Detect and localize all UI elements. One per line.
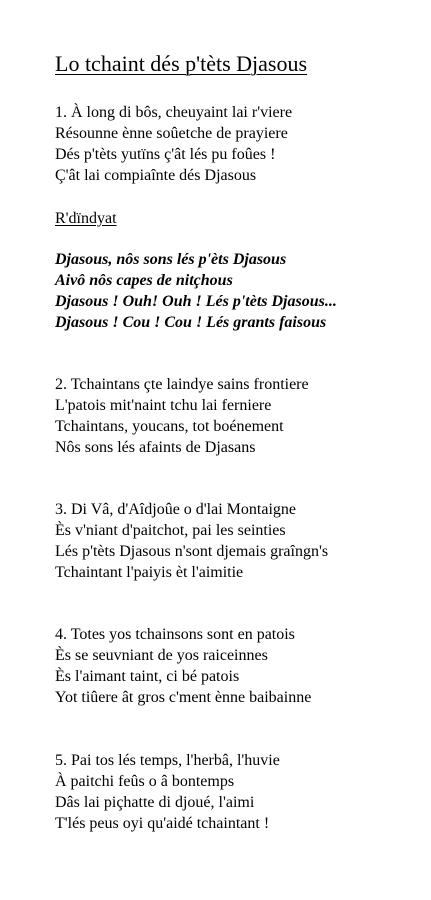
verse-4: [55, 624, 311, 708]
verse-line: 5. Pai tos lés temps, l'herbâ, l'huvie: [55, 752, 280, 769]
verse-line: 4. Totes yos tchainsons sont en patois: [55, 626, 295, 643]
verse-3: [55, 499, 328, 583]
verse-line: 1. À long di bôs, cheuyaint lai r'viere: [55, 104, 293, 121]
verse-line: Ès se seuvniant de yos raiceinnes: [55, 647, 268, 664]
song-title: Lo tchaint dés p'tèts Djasous: [55, 51, 308, 76]
refrain-line: Djasous ! Cou ! Cou ! Lés grants faisous: [55, 314, 327, 331]
verse-line: Nôs sons lés afaints de Djasans: [55, 439, 256, 456]
verse-line: 2. Tchaintans çte laindye sains frontiere: [55, 376, 309, 393]
refrain: [55, 249, 337, 333]
verse-line: Ès l'aimant taint, ci bé patois: [55, 668, 240, 685]
refrain-line: Aivô nôs capes de nitçhous: [55, 272, 233, 289]
verse-line: L'patois mit'naint tchu lai ferniere: [55, 397, 272, 414]
refrain-line: Djasous ! Ouh! Ouh ! Lés p'tèts Djasous...: [55, 293, 337, 310]
verse-line: T'lés peus oyi qu'aidé tchaintant !: [55, 815, 270, 832]
refrain-label: R'dïndyat: [55, 210, 117, 227]
verse-1: [55, 102, 292, 186]
verse-line: Dés p'tèts yutïns ç'ât lés pu foûes !: [55, 146, 276, 163]
verse-line: Tchaintant l'paiyis èt l'aimitie: [55, 564, 244, 581]
verse-line: Résounne ènne soûetche de prayiere: [55, 125, 288, 142]
verse-2: [55, 374, 309, 458]
verse-line: Ç'ât lai compiaînte dés Djasous: [55, 167, 257, 184]
verse-line: Lés p'tèts Djasous n'sont djemais graîngn's: [55, 543, 329, 560]
verse-line: 3. Di Vâ, d'Aîdjoûe o d'lai Montaigne: [55, 501, 296, 518]
verse-line: Yot tiûere ât gros c'ment ènne baibainne: [55, 689, 312, 706]
verse-line: À paitchi feûs o â bontemps: [55, 773, 235, 790]
verse-5: [55, 750, 280, 834]
verse-line: Tchaintans, youcans, tot boénement: [55, 418, 284, 435]
verse-line: Ès v'niant d'paitchot, pai les seinties: [55, 522, 286, 539]
refrain-line: Djasous, nôs sons lés p'èts Djasous: [55, 251, 287, 268]
verse-line: Dâs lai piçhatte di djoué, l'aimi: [55, 794, 255, 811]
